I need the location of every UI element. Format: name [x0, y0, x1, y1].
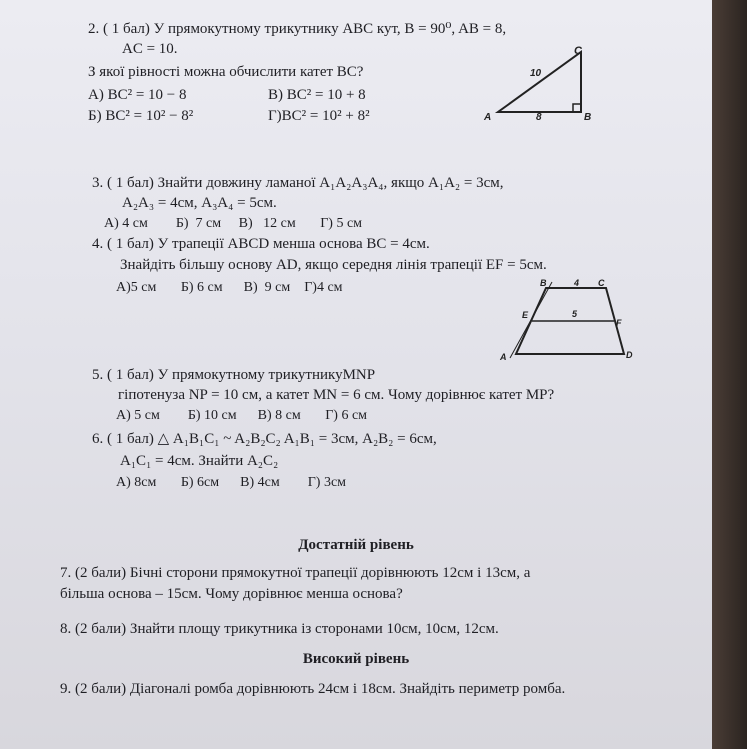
label-hypotenuse: 10: [530, 68, 542, 79]
right-angle-mark: [573, 104, 581, 112]
q3-answers: А) 4 см Б) 7 см В) 12 см Г) 5 см: [104, 216, 363, 231]
label-bc: 4: [574, 278, 580, 288]
label-c: C: [574, 45, 582, 57]
q6-line2: A₁C₁ = 4см. Знайти A₂C₂: [120, 453, 279, 469]
q2-line1: 2. ( 1 бал) У прямокутному трикутнику ABC кут, B = 90⁰, AB = 8,: [88, 21, 507, 37]
label-b: B: [540, 278, 547, 288]
right-triangle-figure: [478, 40, 608, 124]
q2-question: З якої рівності можна обчислити катет BC?: [88, 64, 364, 80]
q6-line1: 6. ( 1 бал) △ A₁B₁C₁ ~ A₂B₂C₂ A₁B₁ = 3см, A₂B₂ = 6см,: [92, 431, 437, 447]
extension-line: [510, 282, 552, 358]
label-ab: 8: [536, 112, 542, 123]
label-c: C: [598, 278, 605, 288]
label-b: B: [584, 112, 592, 123]
q5-answers: А) 5 см Б) 10 см В) 8 см Г) 6 см: [116, 408, 368, 423]
section-heading-sufficient: Достатній рівень: [298, 537, 414, 553]
q2-answer-b: Б) BC² = 10² − 8²: [88, 108, 194, 124]
label-d: D: [626, 350, 633, 360]
label-a: A: [484, 112, 492, 123]
trapezoid-figure: [494, 276, 644, 368]
label-f: F: [616, 318, 622, 328]
q4-line1: 4. ( 1 бал) У трапеції ABCD менша основа BC = 4см.: [92, 236, 430, 252]
q2-answer-g: Г)BC² = 10² + 8²: [268, 108, 370, 124]
label-a: A: [500, 352, 507, 362]
q3-line2: A₂A₃ = 4см, A₃A₄ = 5см.: [122, 195, 277, 211]
q3-line1: 3. ( 1 бал) Знайти довжину ламаної A₁A₂A₃A₄, якщо A₁A₂ = 3см,: [92, 175, 504, 191]
q4-answers: А)5 см Б) 6 см В) 9 см Г)4 см: [116, 280, 343, 295]
triangle-shape: [498, 52, 581, 112]
section-heading-high: Високий рівень: [302, 651, 410, 667]
q2-line2: AC = 10.: [122, 41, 178, 57]
q7-line2: більша основа – 15см. Чому дорівнює менша основа?: [60, 586, 403, 602]
q9-text: 9. (2 бали) Діагоналі ромба дорівнюють 24см і 18см. Знайдіть периметр ромба.: [60, 681, 566, 697]
q7-line1: 7. (2 бали) Бічні сторони прямокутної трапеції дорівнюють 12см і 13см, а: [60, 565, 531, 581]
background-edge: [712, 0, 747, 749]
q4-line2: Знайдіть більшу основу AD, якщо середня лінія трапеції EF = 5см.: [120, 257, 547, 273]
q5-line2: гіпотенуза NP = 10 см, а катет MN = 6 см. Чому дорівнює катет MP?: [118, 387, 555, 403]
q2-answer-v: В) BC² = 10 + 8: [268, 87, 366, 103]
label-e: E: [522, 310, 529, 320]
q2-answer-a: А) BC² = 10 − 8: [88, 87, 187, 103]
label-ef: 5: [572, 309, 578, 319]
q6-answers: А) 8см Б) 6см В) 4см Г) 3см: [116, 475, 347, 490]
q5-line1: 5. ( 1 бал) У прямокутному трикутникуMNP: [92, 367, 376, 383]
q8-text: 8. (2 бали) Знайти площу трикутника із сторонами 10см, 10см, 12см.: [60, 621, 499, 637]
